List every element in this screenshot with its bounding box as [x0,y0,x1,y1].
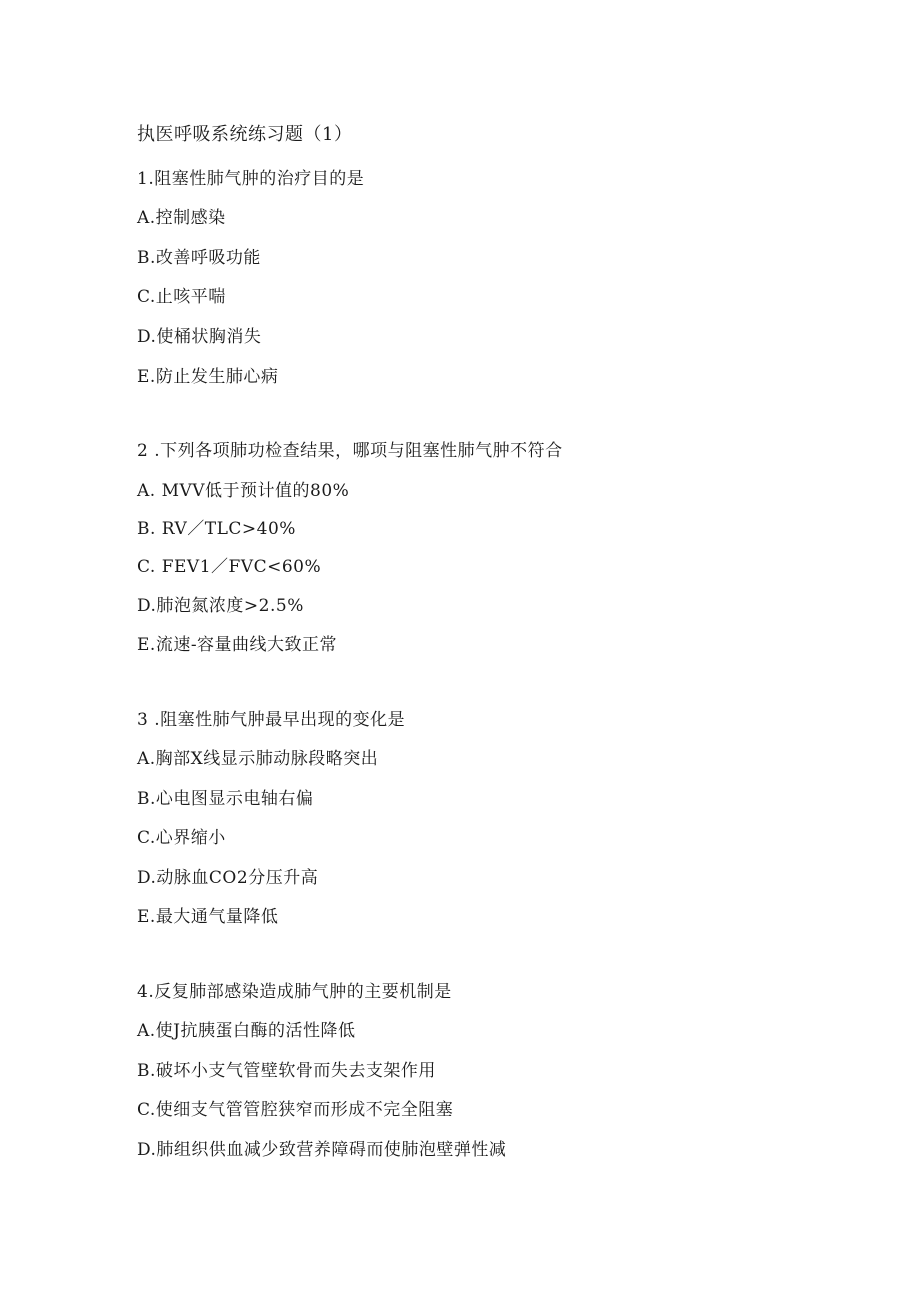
question-2-option-e: E.流速-容量曲线大致正常 [137,635,338,655]
question-2-option-d: D.肺泡氮浓度>2.5% [137,596,304,616]
question-4-option-d: D.肺组织供血减少致营养障碍而使肺泡壁弹性减 [137,1140,507,1160]
question-1-stem: 1.阻塞性肺气肿的治疗目的是 [137,169,365,189]
question-4-option-a: A.使J抗胰蛋白酶的活性降低 [137,1021,356,1041]
question-4-option-b: B.破坏小支气管壁软骨而失去支架作用 [137,1061,436,1081]
question-3-option-c: C.心界缩小 [137,828,226,848]
question-4-option-c: C.使细支气管管腔狭窄而形成不完全阻塞 [137,1100,454,1120]
question-2-stem: 2 .下列各项肺功检查结果，哪项与阻塞性肺气肿不符合 [137,441,563,461]
question-2-option-c: C. FEV1／FVC<60% [137,557,322,577]
question-1-option-c: C.止咳平喘 [137,287,226,307]
question-3-stem: 3 .阻塞性肺气肿最早出现的变化是 [137,710,406,730]
question-3-option-d: D.动脉血CO2分压升高 [137,868,319,888]
question-3-option-e: E.最大通气量降低 [137,907,279,927]
question-2-option-a: A. MVV低于预计值的80% [137,481,350,501]
question-2-option-b: B. RV／TLC>40% [137,519,296,539]
document-title: 执医呼吸系统练习题（1） [137,124,353,145]
question-1-option-e: E.防止发生肺心病 [137,367,279,387]
question-1-option-b: B.改善呼吸功能 [137,248,261,268]
question-4-stem: 4.反复肺部感染造成肺气肿的主要机制是 [137,982,452,1002]
question-3-option-a: A.胸部X线显示肺动脉段略突出 [137,749,379,769]
question-1-option-a: A.控制感染 [137,208,226,228]
question-3-option-b: B.心电图显示电轴右偏 [137,789,314,809]
question-1-option-d: D.使桶状胸消失 [137,327,262,347]
